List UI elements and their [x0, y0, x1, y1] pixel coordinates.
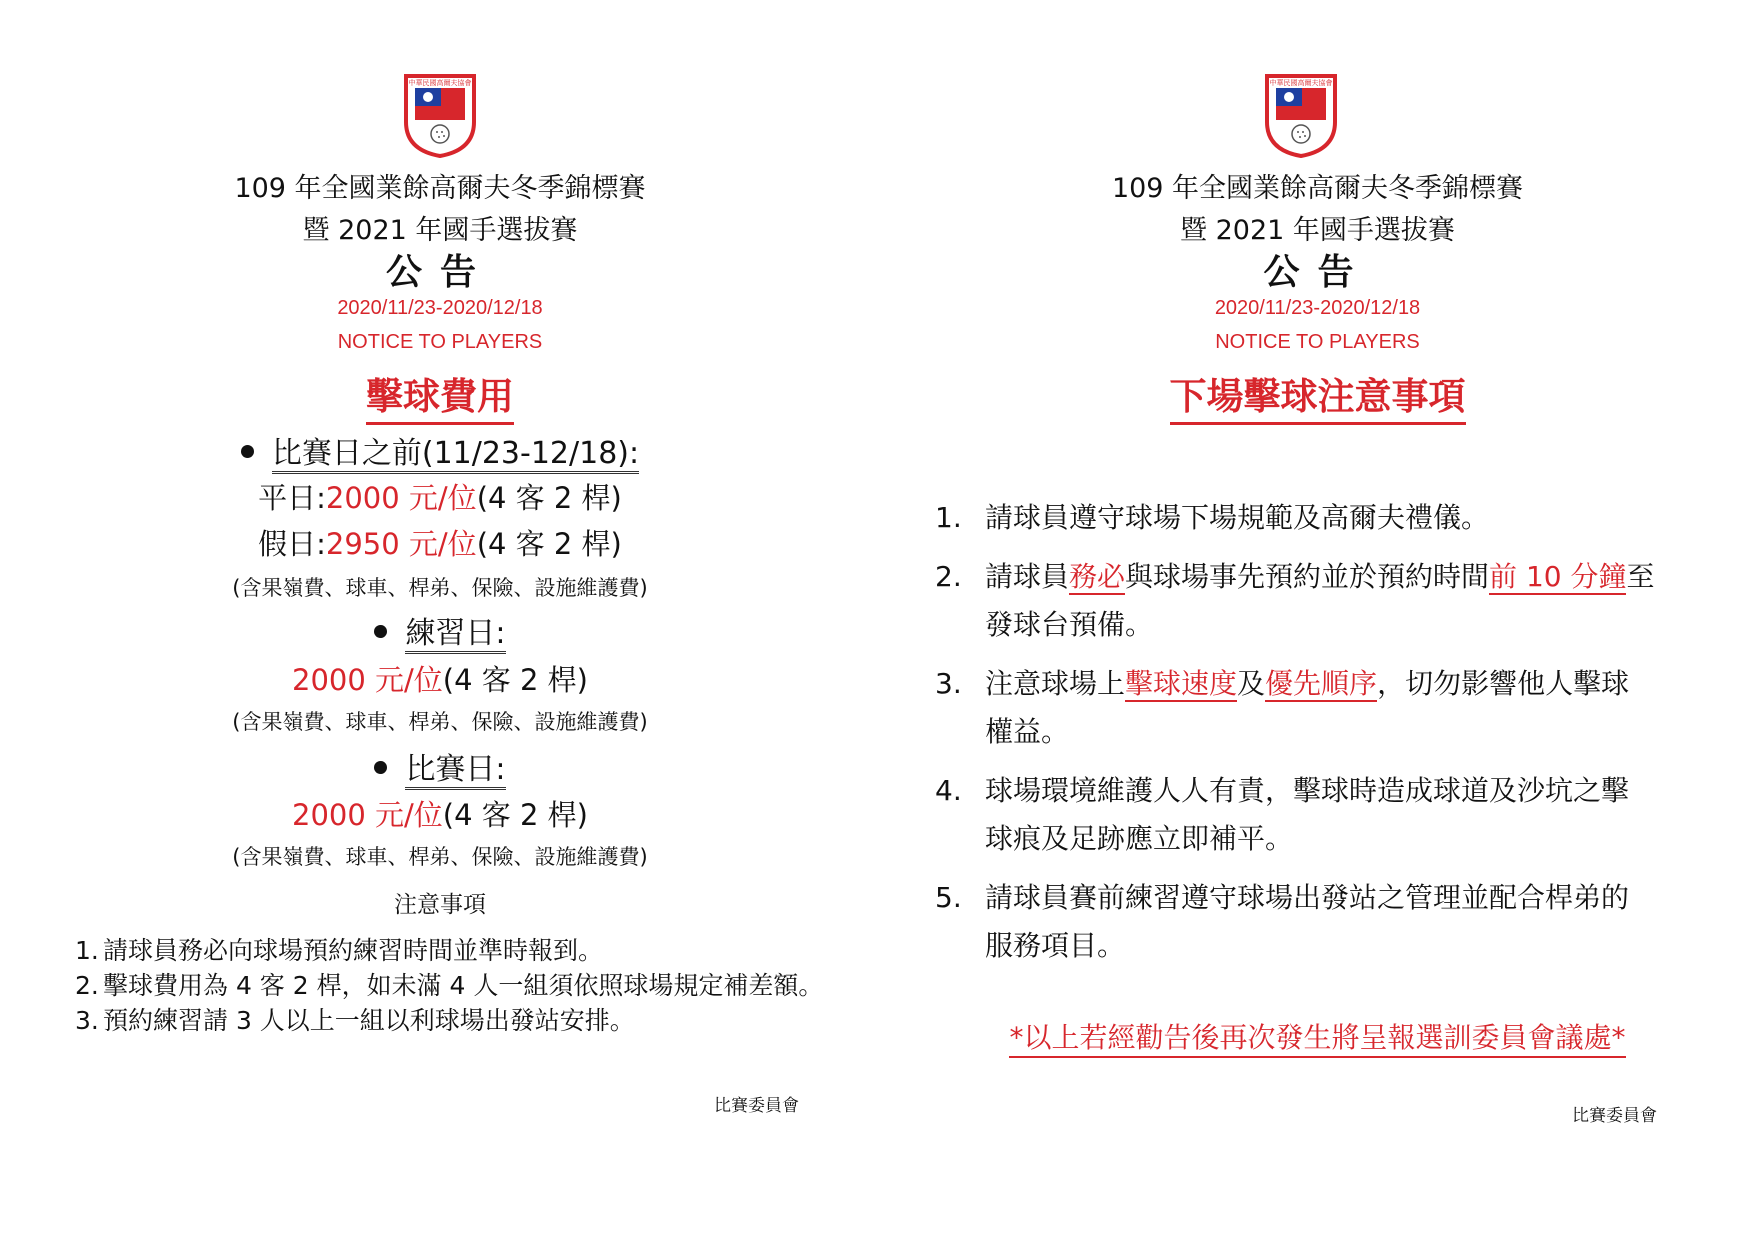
bullet-icon	[374, 625, 387, 638]
bullet-icon	[374, 761, 387, 774]
announcement-title: 公告	[385, 252, 494, 293]
warning-text: *以上若經勸告後再次發生將呈報選訓委員會議處*	[1009, 1016, 1625, 1058]
etiquette-list	[935, 494, 1655, 981]
right-notice-panel	[880, 0, 1755, 1241]
svg-text:中華民國高爾夫協會: 中華民國高爾夫協會	[1269, 79, 1333, 87]
date-range: 2020/11/23-2020/12/18	[337, 297, 543, 319]
notice-to-players: NOTICE TO PLAYERS	[1215, 331, 1420, 353]
garoc-logo	[1263, 70, 1339, 158]
tournament-price-line: 2000 元/位(4 客 2 桿)	[292, 798, 588, 832]
event-subtitle: 暨 2021 年國手選拔賽	[1180, 215, 1455, 246]
fee-inclusion-note: (含果嶺費、球車、桿弟、保險、設施維護費)	[232, 845, 648, 869]
list-item: 2. 擊球費用為 4 客 2 桿，如未滿 4 人一組須依照球場規定補差額。	[75, 971, 824, 1000]
etiquette-heading: 下場擊球注意事項	[1170, 366, 1466, 425]
notes-title: 注意事項	[394, 892, 486, 918]
announcement-title: 公告	[1263, 252, 1372, 293]
notes-list	[75, 933, 835, 1038]
fee-inclusion-note: (含果嶺費、球車、桿弟、保險、設施維護費)	[232, 576, 648, 600]
fees-heading: 擊球費用	[366, 366, 514, 425]
committee-signature: 比賽委員會	[714, 1096, 799, 1116]
date-range: 2020/11/23-2020/12/18	[1214, 297, 1421, 319]
event-title: 109 年全國業餘高爾夫冬季錦標賽	[234, 173, 646, 204]
list-item: 2. 請球員務必與球場事先預約並於預約時間前 10 分鐘至發球台預備。	[935, 560, 1655, 641]
svg-text:中華民國高爾夫協會: 中華民國高爾夫協會	[408, 79, 472, 87]
section-practice-day: 練習日:	[0, 608, 880, 652]
list-item: 1. 請球員務必向球場預約練習時間並準時報到。	[75, 936, 604, 965]
section-tournament-day: 比賽日:	[0, 744, 880, 788]
event-subtitle: 暨 2021 年國手選拔賽	[302, 215, 578, 246]
list-item: 3. 注意球場上擊球速度及優先順序，切勿影響他人擊球權益。	[935, 667, 1630, 748]
holiday-price-line: 假日:2950 元/位(4 客 2 桿)	[258, 527, 622, 561]
garoc-logo	[402, 70, 478, 158]
event-title: 109 年全國業餘高爾夫冬季錦標賽	[1111, 173, 1524, 204]
weekday-price-line: 平日:2000 元/位(4 客 2 桿)	[258, 481, 622, 515]
list-item: 1. 請球員遵守球場下場規範及高爾夫禮儀。	[935, 501, 1490, 534]
notice-to-players: NOTICE TO PLAYERS	[337, 331, 543, 353]
list-item: 5. 請球員賽前練習遵守球場出發站之管理並配合桿弟的服務項目。	[935, 881, 1630, 962]
committee-signature: 比賽委員會	[1572, 1106, 1657, 1126]
list-item: 3. 預約練習請 3 人以上一組以利球場出發站安排。	[75, 1006, 635, 1035]
fee-inclusion-note: (含果嶺費、球車、桿弟、保險、設施維護費)	[232, 710, 648, 734]
practice-price-line: 2000 元/位(4 客 2 桿)	[292, 663, 588, 697]
list-item: 4. 球場環境維護人人有責，擊球時造成球道及沙坑之擊球痕及足跡應立即補平。	[935, 774, 1630, 855]
bullet-icon	[241, 445, 254, 458]
section-before-tournament: 比賽日之前(11/23-12/18):	[0, 428, 880, 472]
